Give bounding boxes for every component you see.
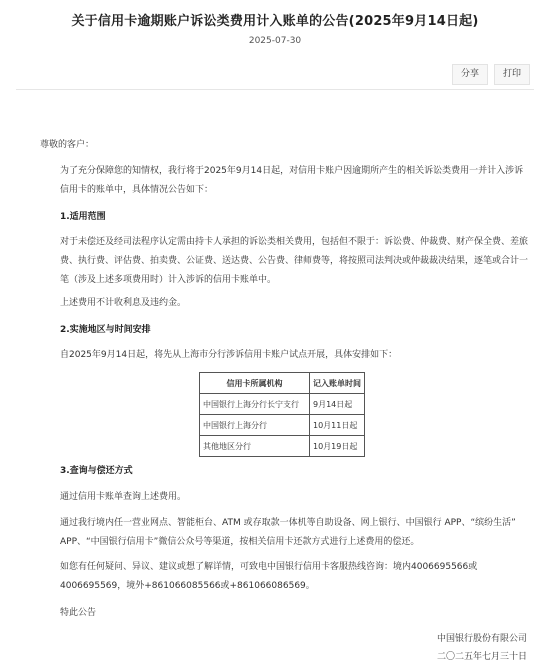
table-row bbox=[200, 394, 365, 415]
table-cell-institution: 中国银行上海分行长宁支行 bbox=[200, 394, 310, 415]
salutation: 尊敬的客户： bbox=[40, 140, 95, 150]
region-paragraph: 自2025年9月14日起，将先从上海市分行涉诉信用卡账户试点开展，具体安排如下： bbox=[60, 350, 398, 360]
header-divider bbox=[16, 89, 534, 90]
page-title: 关于信用卡逾期账户诉讼类费用计入账单的公告(2025年9月14日起) bbox=[71, 14, 479, 29]
signature-org: 中国银行股份有限公司 bbox=[436, 634, 527, 644]
scope-paragraph: 对于未偿还及经司法程序认定需由持卡人承担的诉讼类相关费用，包括但不限于：诉讼费、仲裁费、财产保全费、差旅费、执行费、评估费、拍卖费、公证费、送达费、公告费、律师费等，将按照司法判决或仲裁裁决结果，逐笔或合计一笔（涉及上述多项费用时）计入涉诉的信用卡账单中。 bbox=[60, 237, 529, 285]
schedule-table bbox=[199, 372, 365, 457]
section-heading-region: 2.实施地区与时间安排 bbox=[60, 325, 151, 335]
hotline-paragraph: 如您有任何疑问、异议、建议或想了解详情，可致电中国银行信用卡客服热线咨询：境内4006695566或4006695569，境外+861066085566或+861066086569。 bbox=[60, 562, 478, 591]
section-heading-scope: 1.适用范围 bbox=[60, 212, 106, 222]
closing-text: 特此公告 bbox=[60, 608, 97, 618]
print-button[interactable]: 打印 bbox=[494, 64, 530, 85]
column-header-institution: 信用卡所属机构 bbox=[200, 373, 310, 394]
table-cell-time: 10月11日起 bbox=[310, 415, 365, 436]
table-cell-time: 9月14日起 bbox=[310, 394, 365, 415]
table-row bbox=[200, 415, 365, 436]
article-actions bbox=[452, 64, 530, 85]
column-header-time: 记入账单时间 bbox=[310, 373, 365, 394]
table-cell-institution: 其他地区分行 bbox=[200, 436, 310, 457]
table-row bbox=[200, 436, 365, 457]
table-cell-time: 10月19日起 bbox=[310, 436, 365, 457]
table-header-row bbox=[200, 373, 365, 394]
section-heading-repayment: 3.查询与偿还方式 bbox=[60, 466, 133, 476]
query-paragraph: 通过信用卡账单查询上述费用。 bbox=[60, 492, 187, 502]
intro-paragraph: 为了充分保障您的知情权，我行将于2025年9月14日起，对信用卡账户因逾期所产生的相关诉讼类费用一并计入涉诉信用卡的账单中，具体情况公告如下： bbox=[60, 166, 524, 195]
publish-date: 2025-07-30 bbox=[248, 36, 302, 46]
share-button[interactable]: 分享 bbox=[452, 64, 488, 85]
table-cell-institution: 中国银行上海分行 bbox=[200, 415, 310, 436]
signature-date: 二〇二五年七月三十日 bbox=[436, 652, 527, 662]
no-interest-paragraph: 上述费用不计收利息及违约金。 bbox=[60, 298, 187, 308]
channels-paragraph: 通过我行境内任一营业网点、智能柜台、ATM 或存取款一体机等自助设备、网上银行、中国银行 APP、“缤纷生活” APP、“中国银行信用卡”微信公众号等渠道，按相关信用卡还款方式进行上述费用的偿还。 bbox=[60, 518, 516, 547]
